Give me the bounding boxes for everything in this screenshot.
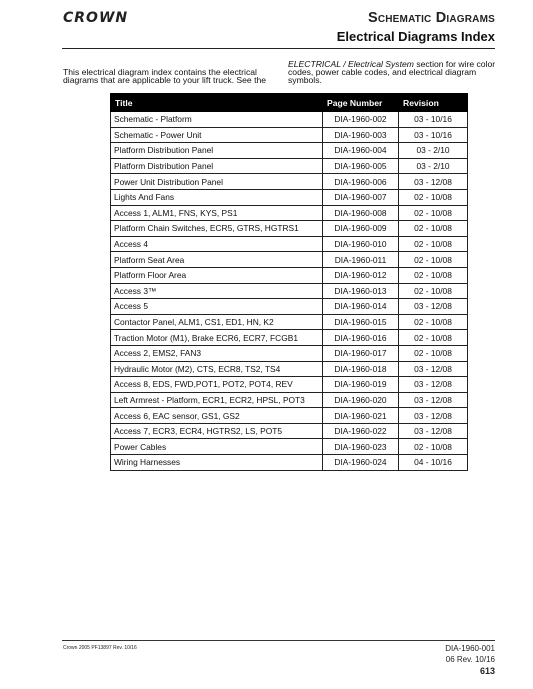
table-row <box>111 221 468 237</box>
cell-page-number: DIA-1960-019 <box>323 377 399 393</box>
cell-revision: 03 - 10/16 <box>399 112 468 128</box>
header-revision: Revision <box>399 94 468 112</box>
table-header-row <box>111 94 468 112</box>
table-row <box>111 330 468 346</box>
cell-title: Platform Distribution Panel <box>111 158 323 174</box>
cell-page-number: DIA-1960-005 <box>323 158 399 174</box>
table-row <box>111 236 468 252</box>
cell-title: Platform Floor Area <box>111 267 323 283</box>
cell-revision: 03 - 12/08 <box>399 299 468 315</box>
cell-page-number: DIA-1960-003 <box>323 127 399 143</box>
cell-title: Access 7, ECR3, ECR4, HGTRS2, LS, POT5 <box>111 423 323 439</box>
cell-revision: 02 - 10/08 <box>399 283 468 299</box>
cell-page-number: DIA-1960-004 <box>323 143 399 159</box>
cell-title: Traction Motor (M1), Brake ECR6, ECR7, FCGB1 <box>111 330 323 346</box>
cell-title: Contactor Panel, ALM1, CS1, ED1, HN, K2 <box>111 314 323 330</box>
table-row <box>111 158 468 174</box>
cell-page-number: DIA-1960-020 <box>323 392 399 408</box>
cell-revision: 02 - 10/08 <box>399 221 468 237</box>
footer-revision: 06 Rev. 10/16 <box>445 655 495 664</box>
cell-page-number: DIA-1960-008 <box>323 205 399 221</box>
table-row <box>111 377 468 393</box>
table-row <box>111 189 468 205</box>
cell-page-number: DIA-1960-018 <box>323 361 399 377</box>
cell-title: Schematic - Platform <box>111 112 323 128</box>
intro-text-left: This electrical diagram index contains the electrical diagrams that are applicable to your lift truck. See the <box>63 67 267 85</box>
cell-revision: 04 - 10/16 <box>399 455 468 471</box>
table-row <box>111 267 468 283</box>
cell-title: Platform Seat Area <box>111 252 323 268</box>
diagram-index-table <box>110 93 468 471</box>
cell-revision: 03 - 2/10 <box>399 158 468 174</box>
cell-page-number: DIA-1960-002 <box>323 112 399 128</box>
cell-page-number: DIA-1960-021 <box>323 408 399 424</box>
table-row <box>111 455 468 471</box>
cell-title: Access 3™ <box>111 283 323 299</box>
intro-text-continued: section for wire color codes, power cable codes, and electrical diagram symbols. <box>288 59 496 85</box>
page-number: 613 <box>479 666 495 676</box>
cell-page-number: DIA-1960-017 <box>323 345 399 361</box>
cell-page-number: DIA-1960-009 <box>323 221 399 237</box>
cell-page-number: DIA-1960-006 <box>323 174 399 190</box>
crown-logo: CROWN <box>63 10 129 26</box>
table-row <box>111 423 468 439</box>
intro-section-reference: ELECTRICAL / Electrical System <box>288 59 414 69</box>
header-page-number: Page Number <box>323 94 399 112</box>
table-row <box>111 361 468 377</box>
cell-revision: 03 - 12/08 <box>399 423 468 439</box>
cell-page-number: DIA-1960-013 <box>323 283 399 299</box>
header-title: Title <box>111 94 323 112</box>
cell-page-number: DIA-1960-016 <box>323 330 399 346</box>
cell-page-number: DIA-1960-024 <box>323 455 399 471</box>
cell-page-number: DIA-1960-007 <box>323 189 399 205</box>
cell-revision: 02 - 10/08 <box>399 252 468 268</box>
cell-title: Platform Chain Switches, ECR5, GTRS, HGTRS1 <box>111 221 323 237</box>
cell-revision: 02 - 10/08 <box>399 314 468 330</box>
section-title: Schematic Diagrams <box>367 10 495 26</box>
cell-title: Access 8, EDS, FWD,POT1, POT2, POT4, REV <box>111 377 323 393</box>
table-row <box>111 143 468 159</box>
cell-page-number: DIA-1960-011 <box>323 252 399 268</box>
table-row <box>111 174 468 190</box>
cell-revision: 02 - 10/08 <box>399 189 468 205</box>
cell-title: Power Unit Distribution Panel <box>111 174 323 190</box>
intro-text-right <box>288 60 498 84</box>
cell-title: Platform Distribution Panel <box>111 143 323 159</box>
cell-revision: 02 - 10/08 <box>399 236 468 252</box>
table-row <box>111 392 468 408</box>
page-title: Electrical Diagrams Index <box>336 29 495 44</box>
cell-title: Left Armrest - Platform, ECR1, ECR2, HPSL, POT3 <box>111 392 323 408</box>
cell-revision: 02 - 10/08 <box>399 330 468 346</box>
table-row <box>111 127 468 143</box>
table-row <box>111 299 468 315</box>
cell-revision: 03 - 2/10 <box>399 143 468 159</box>
cell-revision: 02 - 10/08 <box>399 345 468 361</box>
cell-page-number: DIA-1960-010 <box>323 236 399 252</box>
cell-title: Schematic - Power Unit <box>111 127 323 143</box>
cell-title: Access 1, ALM1, FNS, KYS, PS1 <box>111 205 323 221</box>
cell-page-number: DIA-1960-023 <box>323 439 399 455</box>
footer-divider <box>62 640 495 641</box>
header-divider <box>62 48 495 49</box>
cell-title: Wiring Harnesses <box>111 455 323 471</box>
table-row <box>111 283 468 299</box>
cell-revision: 03 - 12/08 <box>399 361 468 377</box>
table-row <box>111 252 468 268</box>
cell-revision: 03 - 12/08 <box>399 174 468 190</box>
cell-revision: 03 - 10/16 <box>399 127 468 143</box>
cell-revision: 03 - 12/08 <box>399 408 468 424</box>
cell-revision: 03 - 12/08 <box>399 392 468 408</box>
cell-revision: 02 - 10/08 <box>399 439 468 455</box>
footer-doc-id: DIA-1960-001 <box>445 644 495 653</box>
table-row <box>111 314 468 330</box>
cell-page-number: DIA-1960-022 <box>323 423 399 439</box>
cell-title: Access 6, EAC sensor, GS1, GS2 <box>111 408 323 424</box>
table-row <box>111 112 468 128</box>
footer-copyright: Crown 2005 PF13897 Rev. 10/16 <box>63 645 137 651</box>
cell-page-number: DIA-1960-015 <box>323 314 399 330</box>
table-row <box>111 439 468 455</box>
cell-page-number: DIA-1960-014 <box>323 299 399 315</box>
cell-title: Lights And Fans <box>111 189 323 205</box>
cell-revision: 02 - 10/08 <box>399 205 468 221</box>
table-row <box>111 408 468 424</box>
cell-title: Hydraulic Motor (M2), CTS, ECR8, TS2, TS4 <box>111 361 323 377</box>
cell-revision: 02 - 10/08 <box>399 267 468 283</box>
cell-title: Power Cables <box>111 439 323 455</box>
cell-page-number: DIA-1960-012 <box>323 267 399 283</box>
table-row <box>111 205 468 221</box>
cell-title: Access 5 <box>111 299 323 315</box>
cell-title: Access 4 <box>111 236 323 252</box>
cell-revision: 03 - 12/08 <box>399 377 468 393</box>
table-row <box>111 345 468 361</box>
cell-title: Access 2, EMS2, FAN3 <box>111 345 323 361</box>
